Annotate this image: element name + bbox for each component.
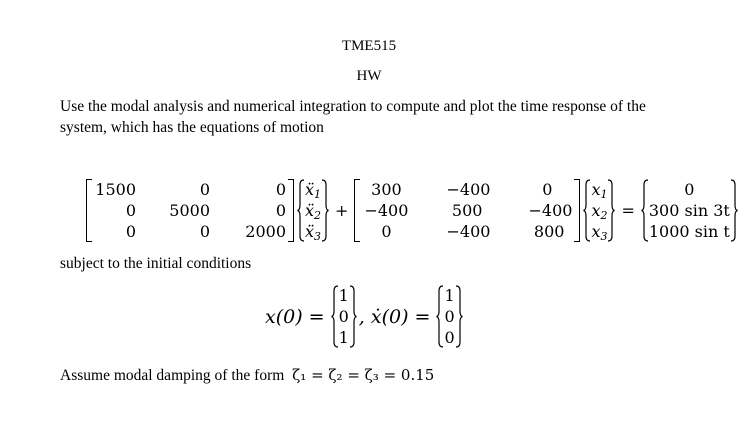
f2: 300 sin 3t — [648, 201, 730, 220]
xdd2: ẍ — [305, 201, 315, 220]
hw-subtitle: HW — [356, 68, 382, 84]
right-brace-icon — [455, 285, 463, 348]
initial-conditions — [265, 285, 463, 348]
sub-1: 1 — [600, 188, 608, 201]
equals-sign: = — [621, 201, 635, 220]
k31: 0 — [381, 222, 392, 241]
right-brace-icon — [349, 285, 357, 348]
damping-equation: ζ₁ = ζ₂ = ζ₃ = 0.15 — [292, 366, 435, 384]
k13: 0 — [542, 180, 553, 199]
xd0-2: 0 — [444, 307, 455, 326]
accel-vector — [297, 179, 329, 242]
xd0-label: , ẋ(0) = — [358, 305, 431, 328]
course-title: TME515 — [341, 38, 397, 54]
equation-of-motion — [86, 179, 738, 242]
left-brace-icon — [297, 179, 305, 242]
k33: 800 — [533, 222, 565, 241]
xdd3: ẍ — [305, 222, 315, 241]
m22: 5000 — [169, 201, 210, 220]
left-brace-icon — [331, 285, 339, 348]
x0-2: 0 — [338, 307, 349, 326]
m11: 1500 — [95, 180, 136, 199]
x1: x — [591, 180, 601, 199]
force-vector — [641, 179, 738, 242]
f1: 0 — [684, 180, 695, 199]
initial-conditions-text: subject to the initial conditions — [60, 255, 252, 272]
k22: 500 — [451, 201, 483, 220]
x0-3: 1 — [338, 328, 349, 347]
k11: 300 — [371, 180, 402, 199]
damping-text: Assume modal damping of the form — [60, 367, 285, 384]
sub-1: 1 — [314, 188, 322, 201]
right-brace-icon — [607, 179, 615, 242]
damping-line — [60, 365, 434, 386]
plus-sign: + — [335, 201, 349, 220]
right-brace-icon — [730, 179, 738, 242]
f3: 1000 sin t — [648, 222, 730, 241]
m12: 0 — [199, 180, 210, 199]
xd0-3: 0 — [444, 328, 455, 347]
sub-3: 3 — [600, 230, 608, 243]
x0-label: x(0) = — [265, 305, 325, 328]
intro-line-2: system, which has the equations of motion — [60, 119, 324, 136]
left-brace-icon — [436, 285, 444, 348]
left-brace-icon — [583, 179, 591, 242]
xdd1: ẍ — [305, 180, 315, 199]
displacement-vector — [583, 179, 615, 242]
x0-1: 1 — [338, 286, 349, 305]
x3: x — [591, 222, 601, 241]
k23: −400 — [528, 201, 573, 220]
right-brace-icon — [321, 179, 329, 242]
intro-line-1: Use the modal analysis and numerical integration to compute and plot the time response of the — [60, 98, 646, 115]
k32: −400 — [446, 222, 491, 241]
m33: 2000 — [245, 222, 286, 241]
m32: 0 — [199, 222, 210, 241]
k21: −400 — [364, 201, 409, 220]
k12: −400 — [446, 180, 491, 199]
m23: 0 — [275, 201, 286, 220]
stiffness-matrix — [354, 179, 580, 242]
sub-3: 3 — [314, 230, 322, 243]
sub-2: 2 — [600, 209, 608, 222]
m31: 0 — [125, 222, 136, 241]
m13: 0 — [275, 180, 286, 199]
m21: 0 — [125, 201, 136, 220]
sub-2: 2 — [314, 209, 322, 222]
xd0-1: 1 — [444, 286, 455, 305]
x2: x — [591, 201, 601, 220]
left-brace-icon — [641, 179, 649, 242]
mass-matrix — [86, 179, 294, 242]
